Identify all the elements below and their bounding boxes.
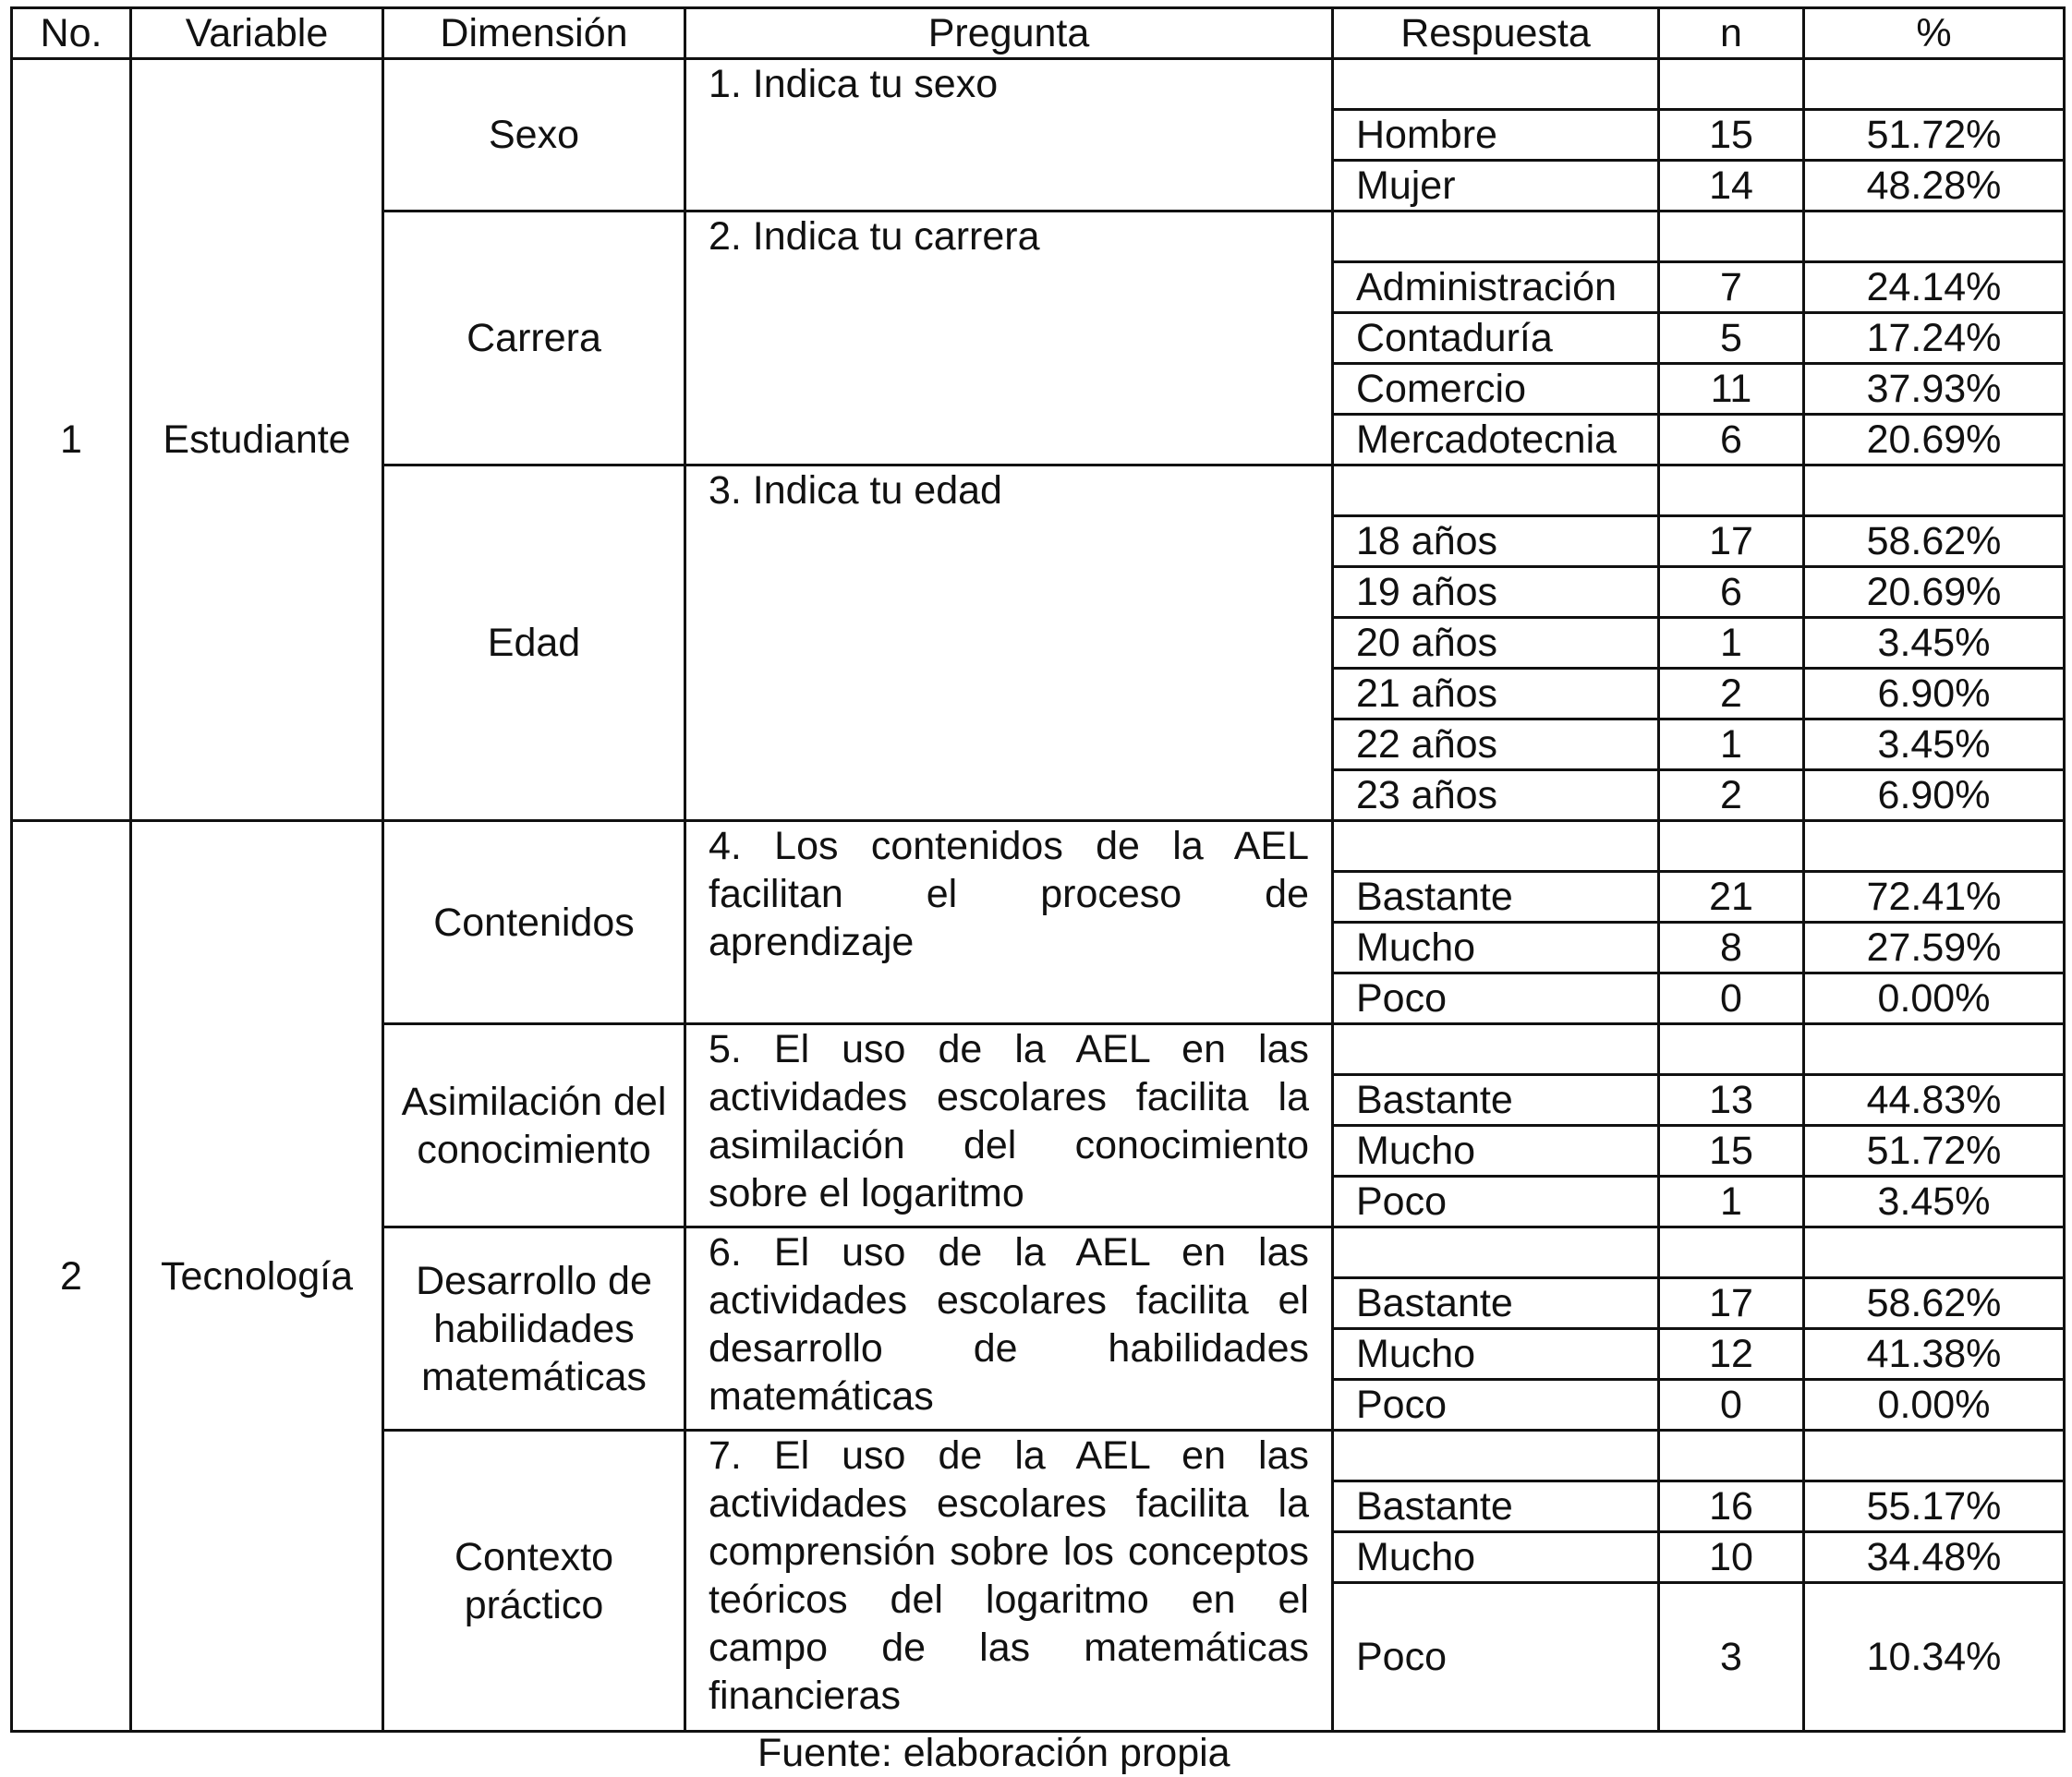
percent-blank: [1804, 59, 2065, 110]
survey-results-table: [10, 6, 2066, 1733]
answer-percent: 37.93%: [1804, 364, 2065, 415]
answer-percent: 24.14%: [1804, 262, 2065, 313]
count-blank: [1659, 212, 1804, 262]
question-text: 2. Indica tu carrera: [685, 212, 1333, 465]
answer-label: Bastante: [1333, 1481, 1659, 1532]
answer-label: 22 años: [1333, 719, 1659, 770]
answer-percent: 6.90%: [1804, 669, 2065, 719]
answer-percent: 3.45%: [1804, 618, 2065, 669]
answer-percent: 48.28%: [1804, 161, 2065, 212]
table-row: [12, 59, 2065, 110]
dimension-name: Asimilación del conocimiento: [383, 1024, 685, 1227]
answer-label: Mucho: [1333, 1126, 1659, 1177]
answer-percent: 34.48%: [1804, 1532, 2065, 1583]
answer-count: 8: [1659, 923, 1804, 973]
answer-percent: 51.72%: [1804, 110, 2065, 161]
percent-blank: [1804, 212, 2065, 262]
answer-label: Mujer: [1333, 161, 1659, 212]
answer-percent: 3.45%: [1804, 719, 2065, 770]
answer-label: Poco: [1333, 1380, 1659, 1431]
answer-count: 3: [1659, 1583, 1804, 1732]
answer-label: Mucho: [1333, 923, 1659, 973]
group-variable: Tecnología: [131, 821, 383, 1732]
question-text: 3. Indica tu edad: [685, 465, 1333, 821]
answer-count: 21: [1659, 872, 1804, 923]
header-no: No.: [12, 8, 131, 59]
answer-blank: [1333, 1024, 1659, 1075]
answer-count: 10: [1659, 1532, 1804, 1583]
answer-blank: [1333, 59, 1659, 110]
answer-label: 21 años: [1333, 669, 1659, 719]
answer-count: 7: [1659, 262, 1804, 313]
answer-label: 19 años: [1333, 567, 1659, 618]
count-blank: [1659, 821, 1804, 872]
answer-label: Bastante: [1333, 872, 1659, 923]
answer-label: Poco: [1333, 973, 1659, 1024]
answer-percent: 27.59%: [1804, 923, 2065, 973]
answer-percent: 17.24%: [1804, 313, 2065, 364]
answer-label: 20 años: [1333, 618, 1659, 669]
dimension-name: Desarrollo de habilidades matemáticas: [383, 1227, 685, 1431]
answer-percent: 44.83%: [1804, 1075, 2065, 1126]
answer-count: 1: [1659, 1177, 1804, 1227]
answer-label: Mucho: [1333, 1532, 1659, 1583]
percent-blank: [1804, 821, 2065, 872]
answer-label: Contaduría: [1333, 313, 1659, 364]
answer-label: Bastante: [1333, 1278, 1659, 1329]
answer-count: 12: [1659, 1329, 1804, 1380]
answer-blank: [1333, 212, 1659, 262]
answer-count: 2: [1659, 770, 1804, 821]
answer-count: 15: [1659, 1126, 1804, 1177]
percent-blank: [1804, 465, 2065, 516]
answer-count: 14: [1659, 161, 1804, 212]
answer-percent: 51.72%: [1804, 1126, 2065, 1177]
question-text: 5. El uso de la AEL en las actividades escolares facilita la asimilación del conocimiento sobre el logaritmo: [685, 1024, 1333, 1227]
question-text: 7. El uso de la AEL en las actividades escolares facilita la comprensión sobre los conceptos teóricos del logaritmo en el campo de las matemáticas financieras: [685, 1431, 1333, 1732]
answer-percent: 0.00%: [1804, 1380, 2065, 1431]
answer-count: 6: [1659, 567, 1804, 618]
answer-count: 0: [1659, 973, 1804, 1024]
answer-blank: [1333, 821, 1659, 872]
answer-count: 0: [1659, 1380, 1804, 1431]
answer-label: 18 años: [1333, 516, 1659, 567]
header-percent: %: [1804, 8, 2065, 59]
header-variable: Variable: [131, 8, 383, 59]
answer-label: Poco: [1333, 1177, 1659, 1227]
answer-label: Hombre: [1333, 110, 1659, 161]
percent-blank: [1804, 1024, 2065, 1075]
table-row: [12, 821, 2065, 872]
answer-percent: 6.90%: [1804, 770, 2065, 821]
answer-count: 1: [1659, 719, 1804, 770]
header-question: Pregunta: [685, 8, 1333, 59]
question-text: 4. Los contenidos de la AEL facilitan el proceso de aprendizaje: [685, 821, 1333, 1024]
percent-blank: [1804, 1431, 2065, 1481]
answer-count: 11: [1659, 364, 1804, 415]
answer-count: 5: [1659, 313, 1804, 364]
header-dimension: Dimensión: [383, 8, 685, 59]
count-blank: [1659, 59, 1804, 110]
answer-count: 17: [1659, 516, 1804, 567]
header-answer: Respuesta: [1333, 8, 1659, 59]
answer-percent: 58.62%: [1804, 516, 2065, 567]
count-blank: [1659, 1431, 1804, 1481]
answer-percent: 20.69%: [1804, 415, 2065, 465]
answer-label: Poco: [1333, 1583, 1659, 1732]
group-number: 2: [12, 821, 131, 1732]
answer-blank: [1333, 1227, 1659, 1278]
answer-label: Bastante: [1333, 1075, 1659, 1126]
answer-percent: 58.62%: [1804, 1278, 2065, 1329]
source-note: Fuente: elaboración propia: [757, 1731, 1230, 1775]
answer-count: 16: [1659, 1481, 1804, 1532]
answer-percent: 41.38%: [1804, 1329, 2065, 1380]
answer-percent: 10.34%: [1804, 1583, 2065, 1732]
answer-count: 6: [1659, 415, 1804, 465]
percent-blank: [1804, 1227, 2065, 1278]
answer-percent: 55.17%: [1804, 1481, 2065, 1532]
answer-count: 1: [1659, 618, 1804, 669]
count-blank: [1659, 465, 1804, 516]
dimension-name: Sexo: [383, 59, 685, 212]
group-number: 1: [12, 59, 131, 821]
answer-count: 15: [1659, 110, 1804, 161]
answer-label: 23 años: [1333, 770, 1659, 821]
answer-blank: [1333, 465, 1659, 516]
dimension-name: Contenidos: [383, 821, 685, 1024]
answer-label: Administración: [1333, 262, 1659, 313]
answer-percent: 72.41%: [1804, 872, 2065, 923]
group-variable: Estudiante: [131, 59, 383, 821]
answer-percent: 0.00%: [1804, 973, 2065, 1024]
dimension-name: Contexto práctico: [383, 1431, 685, 1732]
header-row: [12, 8, 2065, 59]
answer-percent: 3.45%: [1804, 1177, 2065, 1227]
question-text: 6. El uso de la AEL en las actividades escolares facilita el desarrollo de habilidades matemáticas: [685, 1227, 1333, 1431]
answer-percent: 20.69%: [1804, 567, 2065, 618]
count-blank: [1659, 1227, 1804, 1278]
answer-count: 2: [1659, 669, 1804, 719]
dimension-name: Carrera: [383, 212, 685, 465]
answer-count: 13: [1659, 1075, 1804, 1126]
answer-label: Comercio: [1333, 364, 1659, 415]
question-text: 1. Indica tu sexo: [685, 59, 1333, 212]
header-count: n: [1659, 8, 1804, 59]
answer-blank: [1333, 1431, 1659, 1481]
dimension-name: Edad: [383, 465, 685, 821]
answer-count: 17: [1659, 1278, 1804, 1329]
answer-label: Mercadotecnia: [1333, 415, 1659, 465]
answer-label: Mucho: [1333, 1329, 1659, 1380]
count-blank: [1659, 1024, 1804, 1075]
